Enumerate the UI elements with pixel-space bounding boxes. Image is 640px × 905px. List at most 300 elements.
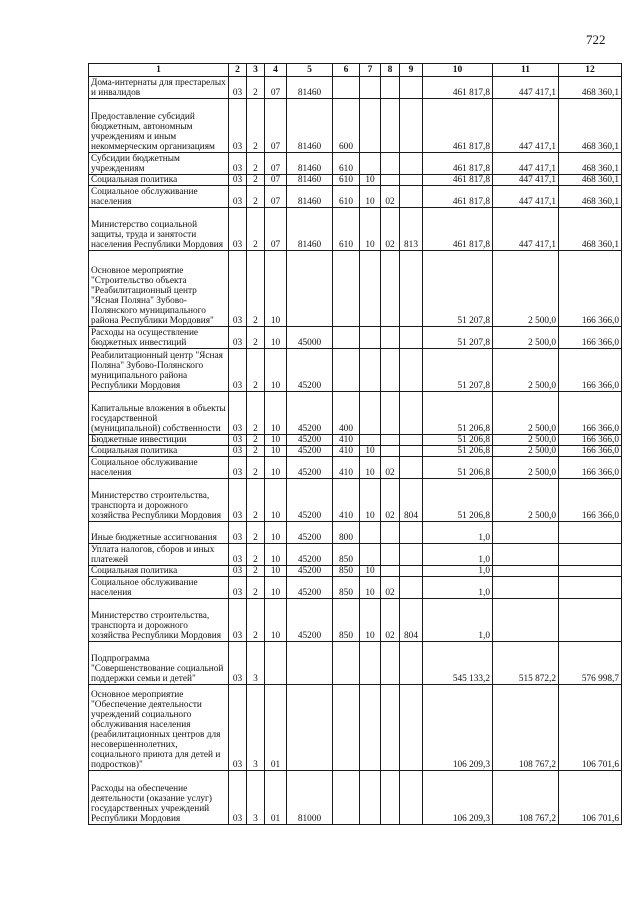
col-2-cell: 03	[229, 327, 247, 349]
col-4-cell: 10	[265, 599, 287, 642]
col-11-amount-cell: 447 417,1	[493, 208, 559, 251]
table-row	[89, 642, 622, 685]
col-8-cell	[381, 349, 400, 392]
col-4-cell: 07	[265, 99, 287, 153]
col-7-cell: 10	[360, 175, 381, 186]
col-2-cell: 03	[229, 479, 247, 522]
col-7-cell	[360, 251, 381, 327]
col-10-amount-cell: 51 206,8	[423, 446, 493, 457]
table-row	[89, 771, 622, 825]
col-4-cell: 07	[265, 77, 287, 99]
table-row	[89, 566, 622, 577]
col-6-cell: 610	[333, 208, 360, 251]
col-10-amount-cell: 1,0	[423, 522, 493, 544]
col-10-amount-cell: 51 207,8	[423, 349, 493, 392]
table-row	[89, 208, 622, 251]
col-12-amount-cell: 468 360,1	[559, 99, 622, 153]
col-10-amount-cell: 51 206,8	[423, 457, 493, 479]
row-name-cell: Социальная политика	[89, 175, 229, 186]
col-10-amount-cell: 461 817,8	[423, 153, 493, 175]
row-name-cell: Социальная политика	[89, 566, 229, 577]
col-5-cell: 45200	[287, 566, 333, 577]
table-row	[89, 577, 622, 599]
row-name-cell: Основное мероприятие "Строительство объекта "Реабилитационный центр "Ясная Поляна" Зубово-Полянского муниципального района Республики Мордовия"	[89, 251, 229, 327]
col-7-cell: 10	[360, 208, 381, 251]
col-7-cell: 10	[360, 577, 381, 599]
col-8-cell	[381, 685, 400, 771]
col-12-amount-cell	[559, 544, 622, 566]
col-2-cell: 03	[229, 186, 247, 208]
col-11-amount-cell: 2 500,0	[493, 457, 559, 479]
table-row	[89, 599, 622, 642]
col-12-amount-cell: 468 360,1	[559, 208, 622, 251]
col-6-cell: 600	[333, 99, 360, 153]
col-10-amount-cell: 545 133,2	[423, 642, 493, 685]
col-7-cell	[360, 392, 381, 435]
col-11-amount-cell: 447 417,1	[493, 77, 559, 99]
col-12-amount-cell: 166 366,0	[559, 327, 622, 349]
col-2-cell: 03	[229, 99, 247, 153]
col-4-cell: 07	[265, 153, 287, 175]
col-6-cell	[333, 251, 360, 327]
col-3-cell: 2	[247, 175, 265, 186]
col-8-cell	[381, 642, 400, 685]
col-5-cell: 81460	[287, 153, 333, 175]
col-12-amount-cell: 166 366,0	[559, 392, 622, 435]
row-name-cell: Дома-интернаты для престарелых и инвалидов	[89, 77, 229, 99]
col-6-cell: 610	[333, 175, 360, 186]
col-5-cell: 45200	[287, 522, 333, 544]
col-12-amount-cell	[559, 566, 622, 577]
col-9-cell	[400, 544, 423, 566]
col-11-amount-cell: 108 767,2	[493, 685, 559, 771]
col-9-cell	[400, 392, 423, 435]
col-3-cell: 2	[247, 77, 265, 99]
col-9-cell	[400, 577, 423, 599]
table-row	[89, 522, 622, 544]
column-header: 2	[229, 64, 247, 77]
col-4-cell: 10	[265, 522, 287, 544]
table-row	[89, 446, 622, 457]
page-number: 722	[586, 32, 606, 47]
row-name-cell: Капитальные вложения в объекты государственной (муниципальной) собственности	[89, 392, 229, 435]
col-7-cell: 10	[360, 599, 381, 642]
col-5-cell: 81460	[287, 208, 333, 251]
table-row	[89, 349, 622, 392]
col-8-cell	[381, 99, 400, 153]
col-3-cell: 2	[247, 457, 265, 479]
col-12-amount-cell: 468 360,1	[559, 77, 622, 99]
col-2-cell: 03	[229, 208, 247, 251]
col-10-amount-cell: 51 206,8	[423, 435, 493, 446]
col-9-cell	[400, 435, 423, 446]
row-name-cell: Расходы на осуществление бюджетных инвестиций	[89, 327, 229, 349]
column-header: 7	[360, 64, 381, 77]
col-8-cell	[381, 446, 400, 457]
col-9-cell	[400, 446, 423, 457]
row-name-cell: Министерство социальной защиты, труда и занятости населения Республики Мордовия	[89, 208, 229, 251]
col-4-cell: 10	[265, 457, 287, 479]
col-8-cell	[381, 327, 400, 349]
column-header: 11	[493, 64, 559, 77]
col-6-cell	[333, 77, 360, 99]
col-9-cell	[400, 685, 423, 771]
col-11-amount-cell: 2 500,0	[493, 251, 559, 327]
table-body	[89, 77, 622, 825]
col-11-amount-cell	[493, 566, 559, 577]
col-10-amount-cell: 461 817,8	[423, 175, 493, 186]
column-header: 9	[400, 64, 423, 77]
col-11-amount-cell: 108 767,2	[493, 771, 559, 825]
col-7-cell	[360, 349, 381, 392]
col-4-cell: 10	[265, 392, 287, 435]
col-6-cell: 850	[333, 566, 360, 577]
col-5-cell: 45200	[287, 349, 333, 392]
col-2-cell: 03	[229, 77, 247, 99]
col-5-cell: 45200	[287, 457, 333, 479]
col-10-amount-cell: 1,0	[423, 577, 493, 599]
col-3-cell: 2	[247, 153, 265, 175]
col-9-cell	[400, 327, 423, 349]
col-8-cell: 02	[381, 577, 400, 599]
col-4-cell: 07	[265, 175, 287, 186]
col-8-cell: 02	[381, 208, 400, 251]
col-3-cell: 2	[247, 599, 265, 642]
col-12-amount-cell: 166 366,0	[559, 435, 622, 446]
row-name-cell: Социальное обслуживание населения	[89, 577, 229, 599]
col-4-cell: 10	[265, 327, 287, 349]
col-12-amount-cell: 166 366,0	[559, 446, 622, 457]
col-8-cell	[381, 175, 400, 186]
col-11-amount-cell	[493, 544, 559, 566]
col-11-amount-cell: 2 500,0	[493, 349, 559, 392]
col-5-cell: 45200	[287, 435, 333, 446]
row-name-cell: Социальное обслуживание населения	[89, 186, 229, 208]
col-9-cell: 804	[400, 599, 423, 642]
row-name-cell: Иные бюджетные ассигнования	[89, 522, 229, 544]
table-row	[89, 457, 622, 479]
col-8-cell	[381, 566, 400, 577]
col-2-cell: 03	[229, 392, 247, 435]
col-9-cell	[400, 457, 423, 479]
row-name-cell: Основное мероприятие "Обеспечение деятельности учреждений социального обслуживания населения (реабилитационных центров для несовершеннолетних, социального приюта для детей и подростков)"	[89, 685, 229, 771]
column-header: 3	[247, 64, 265, 77]
col-11-amount-cell	[493, 599, 559, 642]
col-12-amount-cell: 166 366,0	[559, 479, 622, 522]
column-header: 8	[381, 64, 400, 77]
col-3-cell: 2	[247, 392, 265, 435]
row-name-cell: Расходы на обеспечение деятельности (оказание услуг) государственных учреждений Республики Мордовия	[89, 771, 229, 825]
col-4-cell: 10	[265, 544, 287, 566]
col-11-amount-cell	[493, 522, 559, 544]
col-3-cell: 2	[247, 99, 265, 153]
column-header: 4	[265, 64, 287, 77]
col-9-cell	[400, 175, 423, 186]
col-4-cell: 10	[265, 446, 287, 457]
col-3-cell: 2	[247, 208, 265, 251]
col-10-amount-cell: 51 207,8	[423, 251, 493, 327]
col-4-cell: 10	[265, 349, 287, 392]
column-header: 5	[287, 64, 333, 77]
table-row	[89, 175, 622, 186]
col-8-cell	[381, 522, 400, 544]
col-11-amount-cell: 2 500,0	[493, 327, 559, 349]
col-4-cell: 10	[265, 577, 287, 599]
col-5-cell: 45000	[287, 327, 333, 349]
col-3-cell: 2	[247, 349, 265, 392]
col-10-amount-cell: 461 817,8	[423, 77, 493, 99]
col-9-cell	[400, 186, 423, 208]
col-5-cell: 45200	[287, 544, 333, 566]
row-name-cell: Министерство строительства, транспорта и дорожного хозяйства Республики Мордовия	[89, 599, 229, 642]
col-6-cell	[333, 685, 360, 771]
column-header: 1	[89, 64, 229, 77]
col-9-cell	[400, 99, 423, 153]
col-4-cell: 07	[265, 208, 287, 251]
col-5-cell: 45200	[287, 599, 333, 642]
col-8-cell: 02	[381, 599, 400, 642]
table-row	[89, 99, 622, 153]
table-row	[89, 685, 622, 771]
col-3-cell: 2	[247, 479, 265, 522]
col-11-amount-cell: 447 417,1	[493, 153, 559, 175]
column-header: 12	[559, 64, 622, 77]
col-4-cell: 01	[265, 771, 287, 825]
col-11-amount-cell: 2 500,0	[493, 435, 559, 446]
table-header-row	[89, 64, 622, 77]
col-10-amount-cell: 461 817,8	[423, 99, 493, 153]
col-11-amount-cell: 447 417,1	[493, 175, 559, 186]
row-name-cell: Предоставление субсидий бюджетным, автономным учреждениям и иным некоммерческим организациям	[89, 99, 229, 153]
col-3-cell: 2	[247, 577, 265, 599]
col-7-cell: 10	[360, 457, 381, 479]
col-8-cell	[381, 771, 400, 825]
col-8-cell	[381, 251, 400, 327]
col-10-amount-cell: 51 206,8	[423, 392, 493, 435]
col-12-amount-cell	[559, 599, 622, 642]
table-row	[89, 435, 622, 446]
col-8-cell	[381, 153, 400, 175]
col-10-amount-cell: 1,0	[423, 544, 493, 566]
col-11-amount-cell: 447 417,1	[493, 99, 559, 153]
col-6-cell: 850	[333, 577, 360, 599]
col-6-cell: 410	[333, 457, 360, 479]
col-12-amount-cell: 166 366,0	[559, 251, 622, 327]
col-2-cell: 03	[229, 435, 247, 446]
col-5-cell	[287, 251, 333, 327]
table-row	[89, 77, 622, 99]
col-8-cell	[381, 392, 400, 435]
col-2-cell: 03	[229, 175, 247, 186]
table-row	[89, 479, 622, 522]
col-4-cell: 10	[265, 435, 287, 446]
table-row	[89, 251, 622, 327]
col-3-cell: 2	[247, 544, 265, 566]
col-9-cell: 813	[400, 208, 423, 251]
col-11-amount-cell	[493, 577, 559, 599]
col-3-cell: 2	[247, 446, 265, 457]
col-2-cell: 03	[229, 153, 247, 175]
col-4-cell: 10	[265, 479, 287, 522]
col-9-cell	[400, 566, 423, 577]
col-6-cell: 800	[333, 522, 360, 544]
row-name-cell: Социальная политика	[89, 446, 229, 457]
col-12-amount-cell	[559, 522, 622, 544]
col-10-amount-cell: 51 206,8	[423, 479, 493, 522]
col-5-cell: 45200	[287, 479, 333, 522]
col-12-amount-cell: 166 366,0	[559, 349, 622, 392]
col-2-cell: 03	[229, 685, 247, 771]
col-10-amount-cell: 106 209,3	[423, 685, 493, 771]
col-4-cell: 01	[265, 685, 287, 771]
table-row	[89, 327, 622, 349]
row-name-cell: Подпрограмма "Совершенствование социальной поддержки семьи и детей"	[89, 642, 229, 685]
col-9-cell	[400, 77, 423, 99]
col-7-cell	[360, 435, 381, 446]
col-6-cell	[333, 771, 360, 825]
column-header: 6	[333, 64, 360, 77]
col-5-cell: 81460	[287, 99, 333, 153]
col-5-cell: 81460	[287, 175, 333, 186]
col-7-cell	[360, 642, 381, 685]
col-3-cell: 2	[247, 566, 265, 577]
col-11-amount-cell: 447 417,1	[493, 186, 559, 208]
col-3-cell: 2	[247, 522, 265, 544]
col-10-amount-cell: 1,0	[423, 566, 493, 577]
col-2-cell: 03	[229, 446, 247, 457]
col-2-cell: 03	[229, 566, 247, 577]
col-3-cell: 3	[247, 685, 265, 771]
col-9-cell	[400, 771, 423, 825]
col-2-cell: 03	[229, 522, 247, 544]
col-7-cell	[360, 771, 381, 825]
col-5-cell: 45200	[287, 577, 333, 599]
col-7-cell: 10	[360, 566, 381, 577]
col-12-amount-cell: 106 701,6	[559, 771, 622, 825]
col-5-cell: 81000	[287, 771, 333, 825]
col-6-cell	[333, 642, 360, 685]
col-6-cell: 850	[333, 599, 360, 642]
col-8-cell	[381, 77, 400, 99]
col-5-cell: 45200	[287, 446, 333, 457]
col-8-cell	[381, 435, 400, 446]
col-7-cell	[360, 77, 381, 99]
table-row	[89, 153, 622, 175]
column-header: 10	[423, 64, 493, 77]
col-5-cell	[287, 685, 333, 771]
col-6-cell: 610	[333, 186, 360, 208]
row-name-cell: Социальное обслуживание населения	[89, 457, 229, 479]
col-7-cell	[360, 685, 381, 771]
col-5-cell	[287, 642, 333, 685]
budget-table	[88, 63, 622, 825]
col-2-cell: 03	[229, 349, 247, 392]
col-7-cell	[360, 327, 381, 349]
col-8-cell: 02	[381, 186, 400, 208]
col-5-cell: 81460	[287, 186, 333, 208]
col-2-cell: 03	[229, 251, 247, 327]
col-9-cell	[400, 153, 423, 175]
col-4-cell: 07	[265, 186, 287, 208]
col-8-cell: 02	[381, 457, 400, 479]
col-6-cell: 850	[333, 544, 360, 566]
col-6-cell: 410	[333, 446, 360, 457]
col-9-cell	[400, 251, 423, 327]
col-6-cell: 410	[333, 435, 360, 446]
col-7-cell	[360, 153, 381, 175]
col-11-amount-cell: 2 500,0	[493, 446, 559, 457]
table-row	[89, 186, 622, 208]
col-12-amount-cell: 576 998,7	[559, 642, 622, 685]
col-10-amount-cell: 106 209,3	[423, 771, 493, 825]
col-12-amount-cell	[559, 577, 622, 599]
col-7-cell	[360, 99, 381, 153]
col-3-cell: 2	[247, 327, 265, 349]
col-6-cell	[333, 349, 360, 392]
col-4-cell	[265, 642, 287, 685]
col-2-cell: 03	[229, 771, 247, 825]
col-10-amount-cell: 461 817,8	[423, 186, 493, 208]
col-3-cell: 2	[247, 186, 265, 208]
col-9-cell: 804	[400, 479, 423, 522]
col-7-cell	[360, 544, 381, 566]
col-7-cell: 10	[360, 479, 381, 522]
col-3-cell: 3	[247, 771, 265, 825]
col-12-amount-cell: 106 701,6	[559, 685, 622, 771]
table-row	[89, 392, 622, 435]
table-row	[89, 544, 622, 566]
row-name-cell: Министерство строительства, транспорта и дорожного хозяйства Республики Мордовия	[89, 479, 229, 522]
col-9-cell	[400, 349, 423, 392]
col-5-cell: 81460	[287, 77, 333, 99]
col-10-amount-cell: 1,0	[423, 599, 493, 642]
col-5-cell: 45200	[287, 392, 333, 435]
col-6-cell: 410	[333, 479, 360, 522]
col-4-cell: 10	[265, 251, 287, 327]
col-7-cell: 10	[360, 186, 381, 208]
col-2-cell: 03	[229, 457, 247, 479]
row-name-cell: Уплата налогов, сборов и иных платежей	[89, 544, 229, 566]
row-name-cell: Реабилитационный центр "Ясная Поляна" Зубово-Полянского муниципального района Республики Мордовия	[89, 349, 229, 392]
col-6-cell: 610	[333, 153, 360, 175]
col-9-cell	[400, 522, 423, 544]
row-name-cell: Бюджетные инвестиции	[89, 435, 229, 446]
col-6-cell: 400	[333, 392, 360, 435]
col-3-cell: 3	[247, 642, 265, 685]
col-8-cell: 02	[381, 479, 400, 522]
col-2-cell: 03	[229, 599, 247, 642]
col-8-cell	[381, 544, 400, 566]
col-7-cell	[360, 522, 381, 544]
col-9-cell	[400, 642, 423, 685]
col-2-cell: 03	[229, 544, 247, 566]
col-7-cell: 10	[360, 446, 381, 457]
col-12-amount-cell: 468 360,1	[559, 153, 622, 175]
col-11-amount-cell: 515 872,2	[493, 642, 559, 685]
col-12-amount-cell: 468 360,1	[559, 175, 622, 186]
col-6-cell	[333, 327, 360, 349]
col-3-cell: 2	[247, 435, 265, 446]
col-4-cell: 10	[265, 566, 287, 577]
row-name-cell: Субсидии бюджетным учреждениям	[89, 153, 229, 175]
col-3-cell: 2	[247, 251, 265, 327]
col-11-amount-cell: 2 500,0	[493, 479, 559, 522]
col-12-amount-cell: 468 360,1	[559, 186, 622, 208]
col-2-cell: 03	[229, 577, 247, 599]
col-10-amount-cell: 461 817,8	[423, 208, 493, 251]
col-12-amount-cell: 166 366,0	[559, 457, 622, 479]
col-11-amount-cell: 2 500,0	[493, 392, 559, 435]
